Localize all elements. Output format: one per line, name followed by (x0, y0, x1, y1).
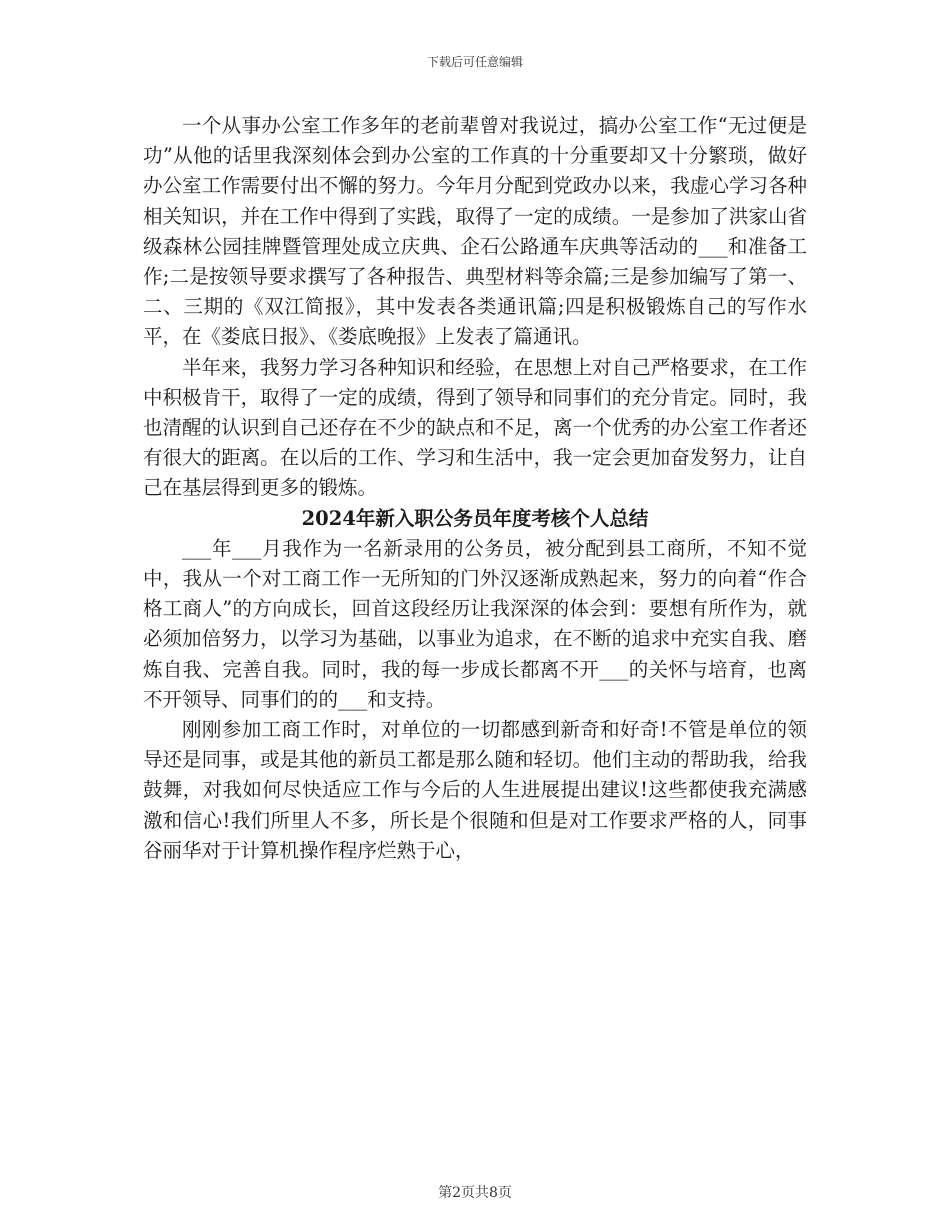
document-title: 2024年新入职公务员年度考核个人总结 (301, 506, 649, 530)
paragraph-new-civil-servant: ___年___月我作为一名新录用的公务员，被分配到县工商所，不知不觉中，我从一个对工商工作一无所知的门外汉逐渐成熟起来，努力的向着“作合格工商人”的方向成长，回首这段经历让我深深的体会到：要想有所作为，就必须加倍努力，以学习为基础，以事业为追求，在不断的追求中充实自我、磨炼自我、完善自我。同时，我的每一步成长都离不开___的关怀与培育，也离不开领导、同事们的的___和支持。 (143, 536, 807, 711)
page-header-note: 下载后可任意编辑 (426, 55, 523, 69)
document-body (143, 111, 807, 866)
paragraph-half-year-summary: 半年来，我努力学习各种知识和经验，在思想上对自己严格要求，在工作中积极肯干，取得了一定的成绩，得到了领导和同事们的充分肯定。同时，我也清醒的认识到自己还存在不少的缺点和不足，离一个优秀的办公室工作者还有很大的距离。在以后的工作、学习和生活中，我一定会更加奋发努力，让自己在基层得到更多的锻炼。 (143, 355, 807, 500)
page-number-footer: 第2页共8页 (438, 1185, 512, 1201)
paragraph-first-days: 刚刚参加工商工作时，对单位的一切都感到新奇和好奇!不管是单位的领导还是同事，或是其他的新员工都是那么随和轻切。他们主动的帮助我，给我鼓舞，对我如何尽快适应工作与今后的人生进展提出建议!这些都使我充满感激和信心!我们所里人不多，所长是个很随和但是对工作要求严格的人，同事谷丽华对于计算机操作程序烂熟于心， (143, 718, 807, 862)
paragraph-office-work: 一个从事办公室工作多年的老前辈曾对我说过，搞办公室工作“无过便是功”从他的话里我深刻体会到办公室的工作真的十分重要却又十分繁琐，做好办公室工作需要付出不懈的努力。今年月分配到党政办以来，我虚心学习各种相关知识，并在工作中得到了实践，取得了一定的成绩。一是参加了洪家山省级森林公园挂牌暨管理处成立庆典、企石公路通车庆典等活动的___和准备工作;二是按领导要求撰写了各种报告、典型材料等余篇;三是参加编写了第一、二、三期的《双江简报》，其中发表各类通讯篇;四是积极锻炼自己的写作水平，在《娄底日报》、《娄底晚报》上发表了篇通讯。 (143, 114, 807, 349)
